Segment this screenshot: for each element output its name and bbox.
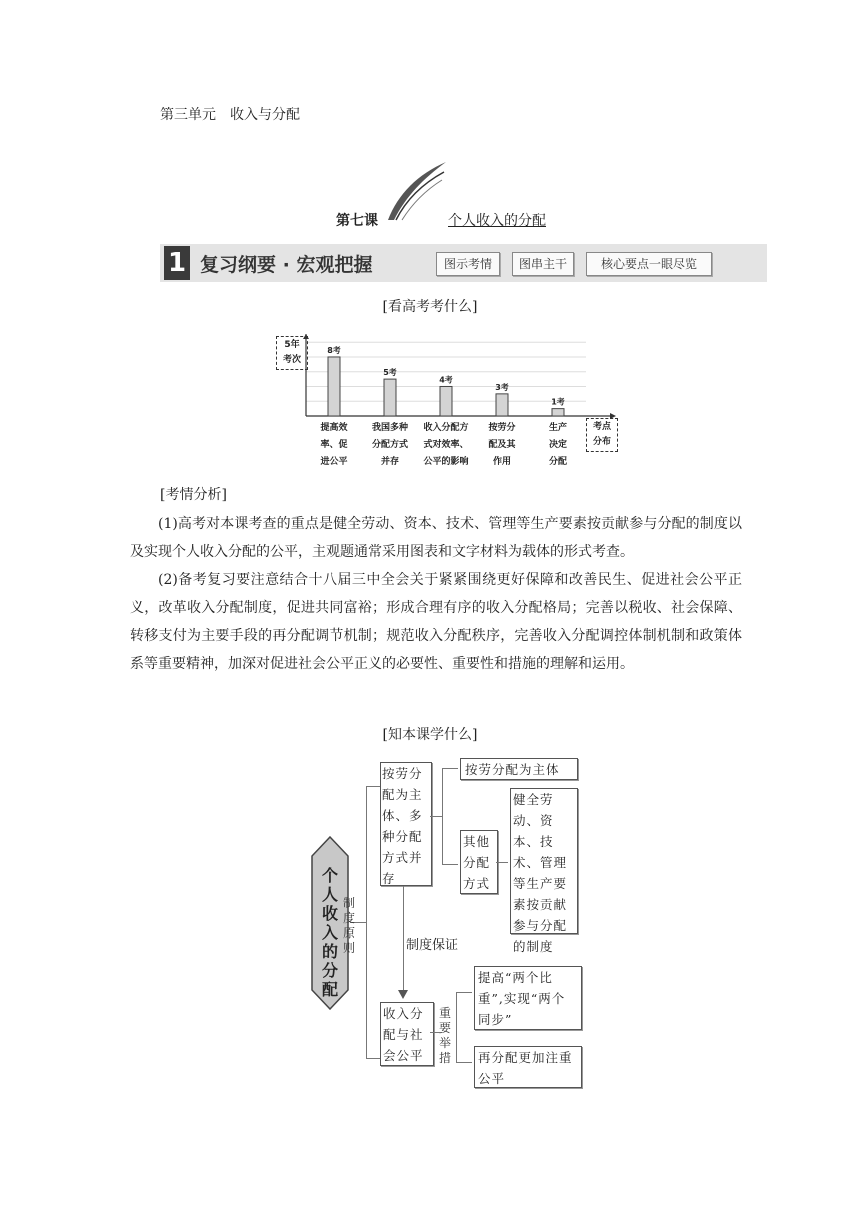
category-label: 分配方式 [371, 440, 409, 450]
category-label: 率、促 [320, 440, 348, 450]
section-title-learn: [知本课学什么] [382, 727, 478, 743]
category-label: 提高效 [320, 423, 348, 433]
category-label: 进公平 [320, 457, 348, 467]
category-label: 分配 [548, 457, 568, 467]
label-guarantee: 制度保证 [406, 938, 459, 953]
analysis-paragraph-1: (1)高考对本课考查的重点是健全劳动、资本、技术、管理等生产要素按贡献参与分配的制度以及实现个人收入分配的公平，主观题通常采用图表和文字材料为载体的形式考查。 [130, 516, 742, 560]
bar-value-label: 1考 [551, 397, 565, 407]
section-banner [160, 244, 767, 282]
arrow-down-icon [398, 990, 409, 1000]
category-label: 配及其 [488, 440, 516, 450]
node-raise-proportion: 提高“两个比重”,实现“两个同步” [474, 966, 582, 1030]
analysis-paragraph-2: (2)备考复习要注意结合十八届三中全会关于紧紧围绕更好保障和改善民生、促进社会公平正义，改革收入分配制度，促进共同富裕；形成合理有序的收入分配格局；完善以税收、社会保障、转移支付为主要手段的再分配调节机制；规范收入分配秩序，完善收入分配调控体制机制和政策体系等重要精神，加深对促进社会公平正义的必要性、重要性和措施的理解和运用。 [130, 572, 742, 672]
root-node: 个 人 收 入 的 分 配 [321, 866, 338, 999]
bar-value-label: 5考 [383, 368, 397, 378]
section-title-exam: [看高考考什么] [382, 299, 478, 315]
chart-canvas [270, 330, 620, 470]
banner-title: 复习纲要 · 宏观把握 [200, 254, 373, 276]
y-axis-label-box: 5年 考次 [276, 336, 308, 370]
category-label: 作用 [492, 457, 512, 467]
tab-key-points[interactable]: 核心要点一眼尽览 [586, 252, 712, 276]
chart-bar [328, 357, 340, 416]
node-income-fairness: 收入分配与社会公平 [380, 1002, 434, 1066]
label-measures: 重 要 举 措 [438, 1006, 451, 1065]
category-label: 我国多种 [371, 423, 409, 433]
category-label: 生产 [548, 423, 568, 433]
node-other-distribution: 其他分配方式 [460, 830, 498, 894]
chart-bar [440, 386, 452, 416]
banner-number: 1 [164, 246, 190, 280]
chart-bar [384, 379, 396, 416]
bar-value-label: 8考 [327, 345, 341, 355]
node-factor-contribution: 健全劳动、资本、技术、管理等生产要素按贡献参与分配的制度 [510, 788, 578, 934]
bar-value-label: 3考 [495, 382, 509, 392]
category-label: 式对效率、 [423, 440, 469, 450]
category-label: 并存 [380, 457, 400, 467]
chart-bar [552, 409, 564, 416]
category-label: 收入分配方 [423, 423, 469, 433]
node-labor-distribution: 按劳分配为主体 [460, 758, 578, 780]
category-label: 公平的影响 [423, 457, 469, 467]
exam-chart [270, 330, 620, 470]
node-redistribution-fairness: 再分配更加注重公平 [474, 1046, 582, 1088]
tab-outline[interactable]: 图串主干 [512, 252, 574, 276]
concept-map [300, 756, 600, 1096]
category-label: 按劳分 [488, 423, 516, 433]
chart-bar [496, 394, 508, 416]
node-distribution-system: 按劳分配为主体、多种分配方式并存 [380, 762, 432, 886]
tab-chart-overview[interactable]: 图示考情 [436, 252, 500, 276]
category-label: 决定 [548, 440, 568, 450]
analysis-title: [考情分析] [160, 487, 227, 503]
lesson-title: 个人收入的分配 [448, 213, 546, 229]
unit-title: 第三单元 收入与分配 [160, 107, 300, 123]
x-axis-label-box: 考点 分布 [586, 418, 618, 452]
lesson-number: 第七课 [336, 213, 378, 229]
bar-value-label: 4考 [439, 375, 453, 385]
label-system-principle: 制 度 原 则 [342, 896, 355, 955]
